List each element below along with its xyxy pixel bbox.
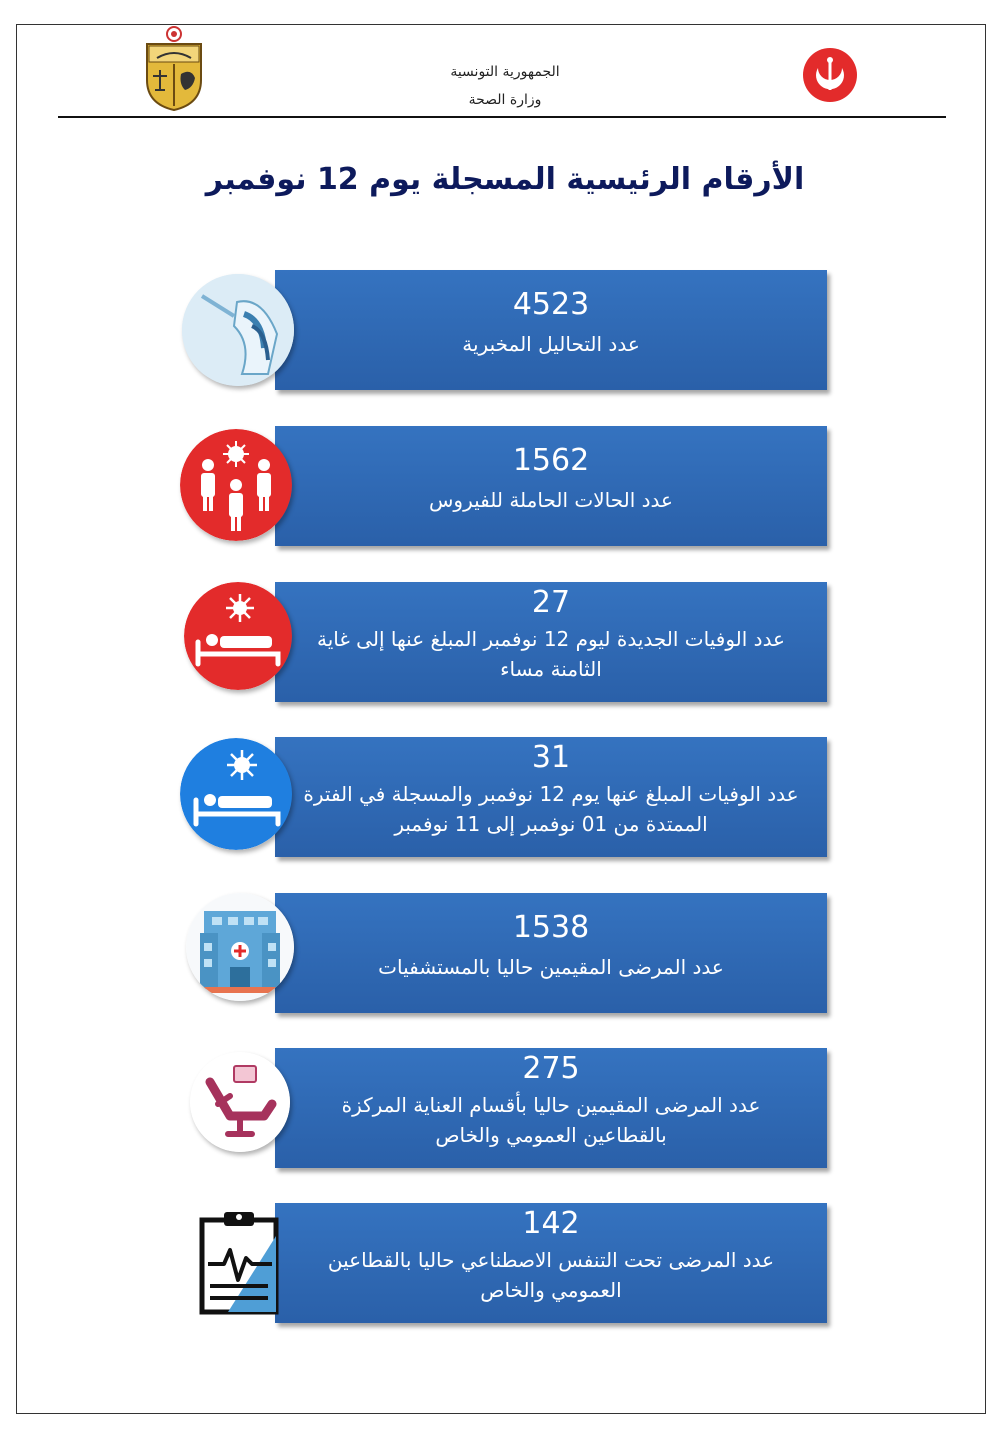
stat-card-hospitalized — [275, 893, 827, 1013]
stat-card-ventilated — [275, 1203, 827, 1323]
stat-value: 1538 — [512, 910, 590, 945]
hospital-building-icon — [186, 893, 294, 1001]
stat-label: عدد المرضى تحت التنفس الاصطناعي حاليا بالقطاعين العمومي والخاص — [327, 1248, 775, 1302]
page-title: الأرقام الرئيسية المسجلة يوم 12 نوفمبر — [205, 162, 805, 197]
stat-card-positive-cases — [275, 426, 827, 546]
stat-label: عدد المرضى المقيمين حاليا بأقسام العناية المركزة بالقطاعين العمومي والخاص — [341, 1093, 761, 1147]
stat-card-lab-tests — [275, 270, 827, 390]
stat-label: عدد المرضى المقيمين حاليا بالمستشفيات — [378, 955, 724, 979]
stat-card-reported-deaths — [275, 737, 827, 857]
header-divider — [58, 116, 946, 118]
patient-bed-blue-icon — [180, 738, 292, 850]
header-text — [380, 58, 630, 114]
stat-value: 275 — [522, 1051, 580, 1086]
stat-value: 1562 — [512, 443, 590, 478]
stat-value: 142 — [522, 1206, 580, 1241]
stat-card-icu — [275, 1048, 827, 1168]
stat-card-new-deaths — [275, 582, 827, 702]
stat-value: 4523 — [512, 287, 590, 322]
stat-label: عدد التحاليل المخبرية — [462, 332, 640, 356]
ministry-crescent-logo-icon — [801, 46, 859, 104]
ministry-name: وزارة الصحة — [468, 92, 542, 108]
stat-value: 31 — [531, 740, 571, 775]
tunisia-coat-of-arms-icon — [143, 24, 205, 112]
country-name: الجمهورية التونسية — [450, 64, 560, 80]
lab-swab-test-icon — [182, 274, 294, 386]
stat-label: عدد الحالات الحاملة للفيروس — [429, 488, 673, 512]
patient-bed-red-icon — [184, 582, 292, 690]
icu-chair-icon — [190, 1052, 290, 1152]
stat-value: 27 — [531, 585, 571, 620]
stat-label: عدد الوفيات الجديدة ليوم 12 نوفمبر المبلغ عنها إلى غاية الثامنة مساء — [316, 627, 785, 681]
clipboard-ecg-icon — [188, 1206, 292, 1316]
stat-label: عدد الوفيات المبلغ عنها يوم 12 نوفمبر والمسجلة في الفترة الممتدة من 01 نوفمبر إلى 11 نوفمبر — [303, 782, 799, 836]
infected-people-icon — [180, 429, 292, 541]
